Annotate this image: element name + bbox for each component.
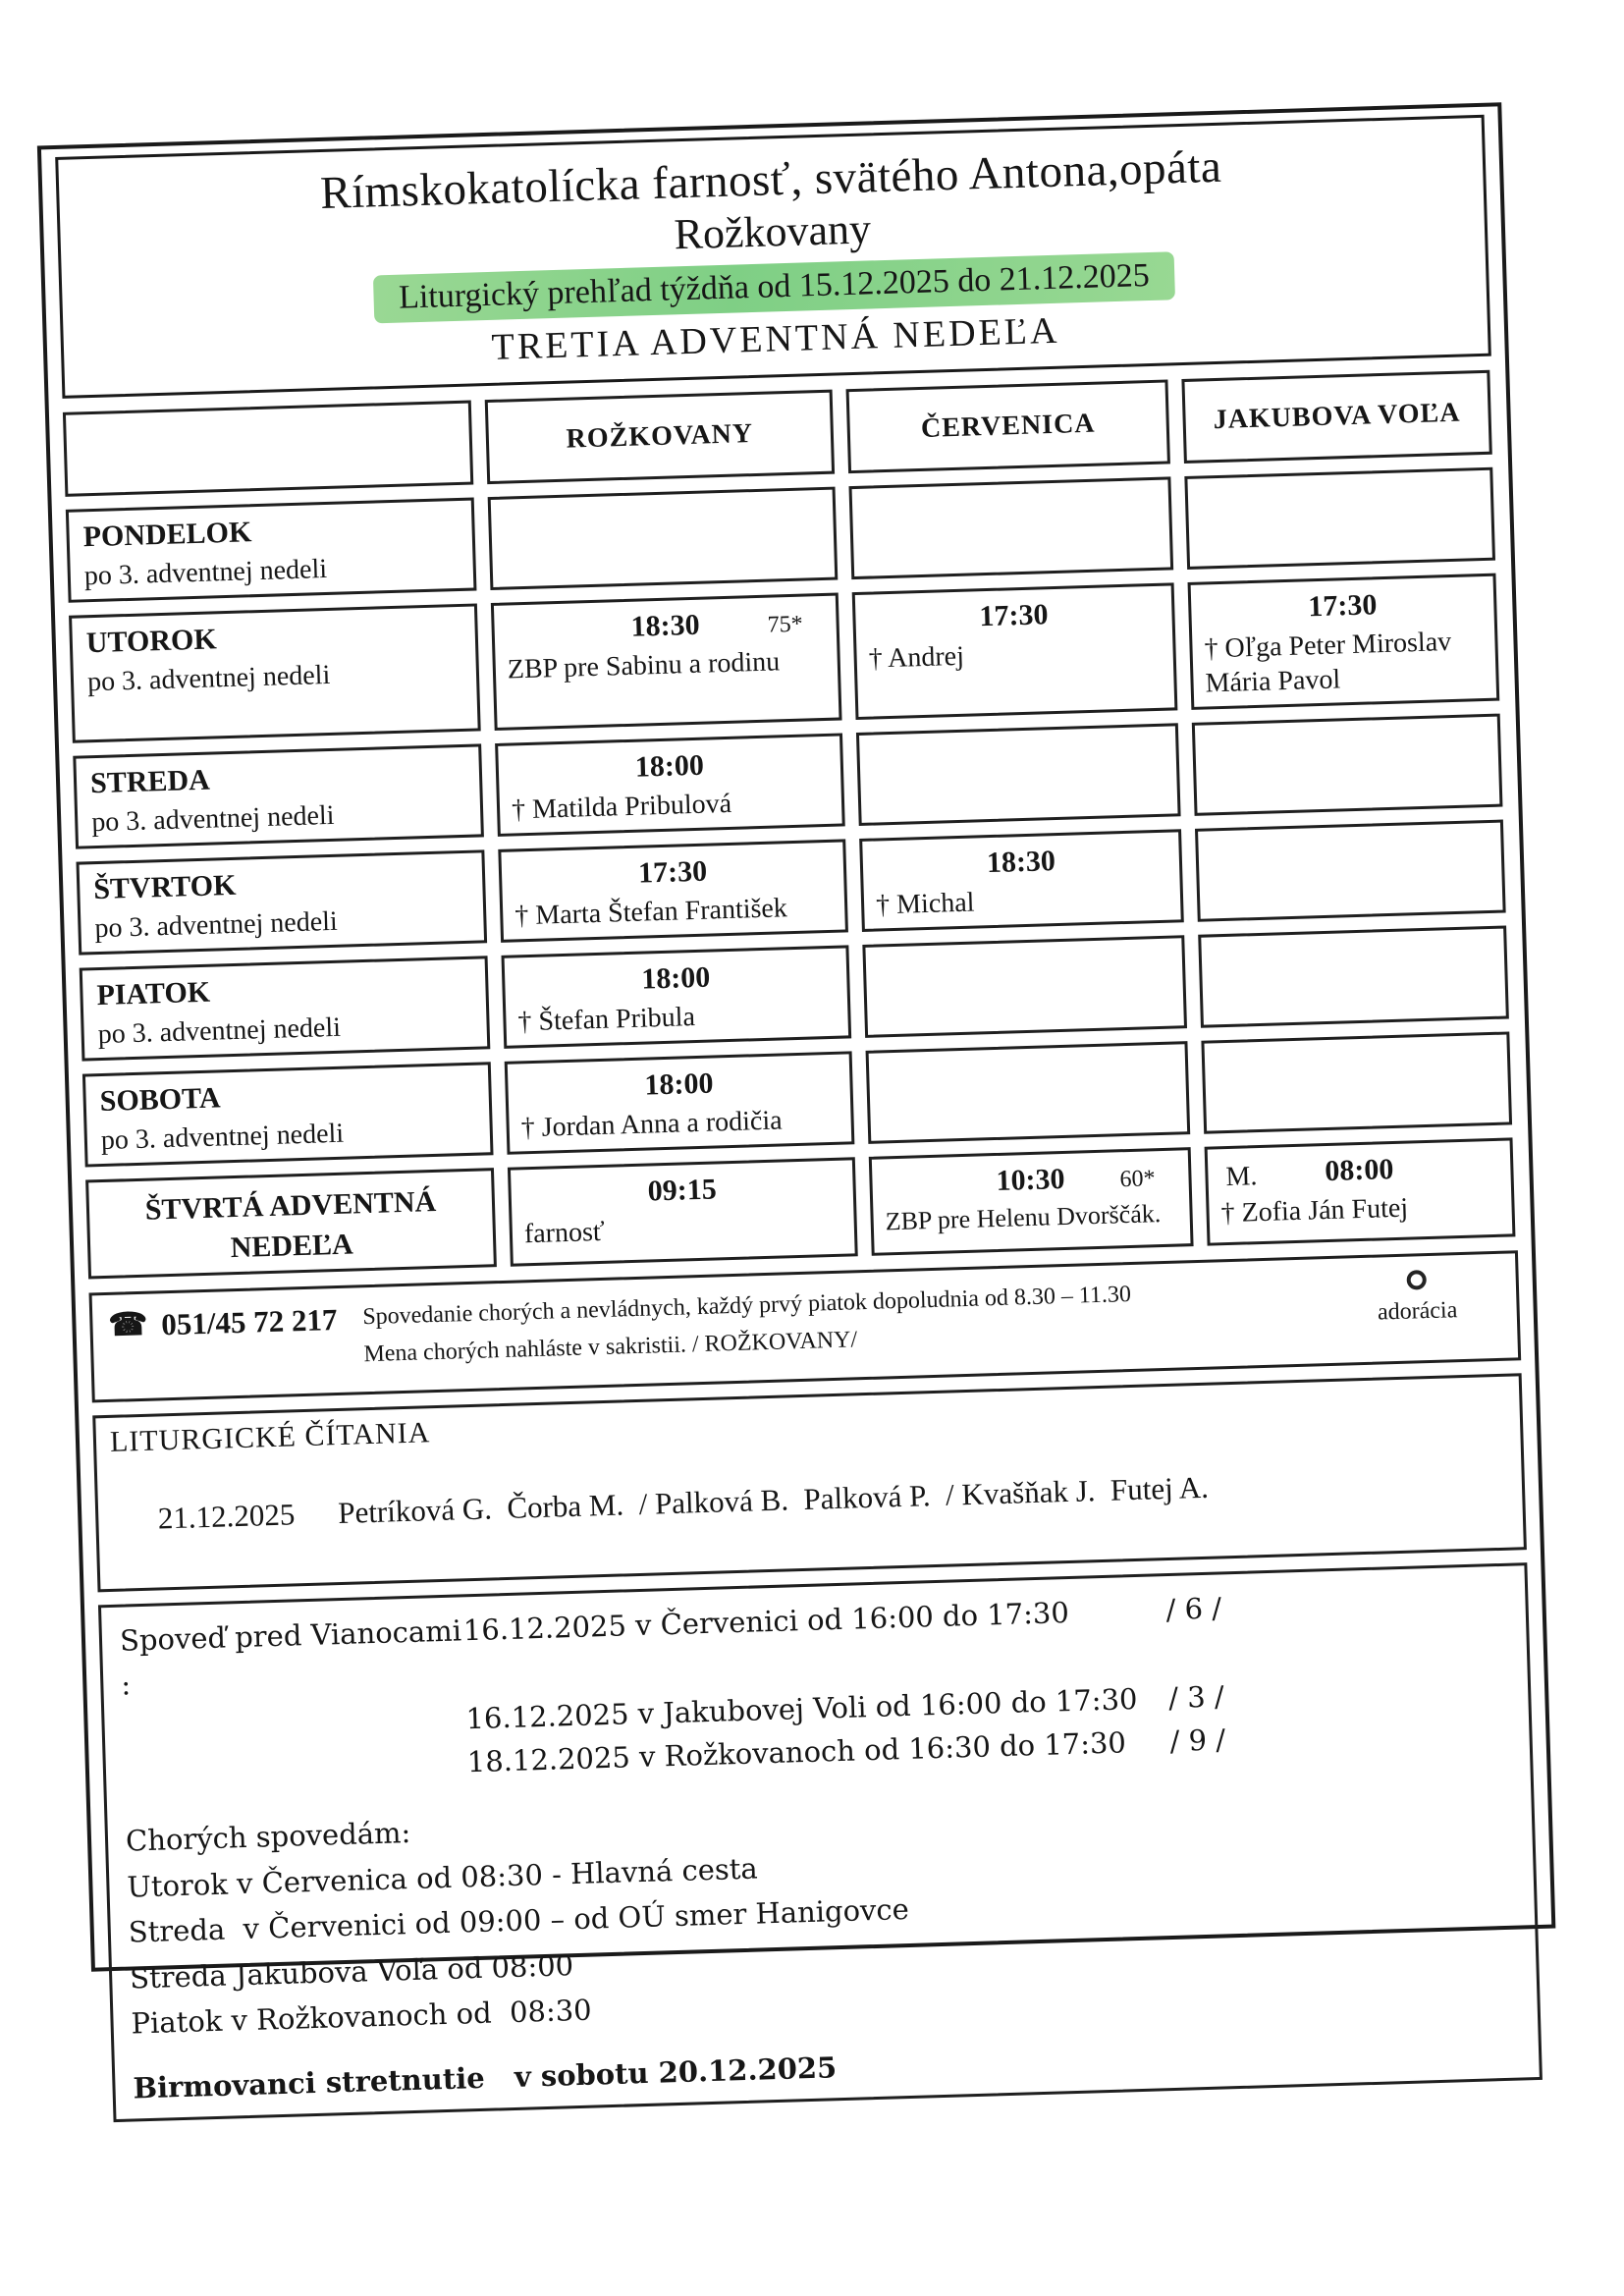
confirmation-meeting-note: Birmovanci stretnutie v sobotu 20.12.2025 (133, 2050, 838, 2105)
corner-cell (63, 401, 473, 497)
mass-cell (862, 935, 1187, 1038)
day-subtitle: po 3. adventnej nedeli (97, 1011, 342, 1050)
confession-count: / 6 / (1165, 1591, 1222, 1626)
day-name: PIATOK (96, 975, 211, 1011)
confession-schedule: 16.12.2025 v Jakubovej Voli od 16:00 do 17:30 (465, 1681, 1138, 1735)
day-name: UTOROK (85, 623, 218, 659)
mass-time: 10:30 (996, 1162, 1065, 1197)
mass-intention: † Zofia Ján Futej (1220, 1192, 1409, 1229)
mass-cell (498, 839, 848, 942)
mass-cell (508, 1157, 858, 1266)
mass-time: 17:30 (637, 854, 708, 890)
mass-schedule-table (63, 370, 1518, 1279)
mass-intention: ZBP pre Helenu Dvorščák. (885, 1198, 1162, 1236)
mass-cell (1195, 819, 1506, 921)
sick-confession-line: Streda Jakubova Voľa od 08:00 (129, 1947, 574, 1995)
adoration-ring-icon (1406, 1270, 1427, 1290)
parish-title: Rímskokatolícka farnosť, svätého Antona,opáta (319, 140, 1222, 219)
day-subtitle: po 3. adventnej nedeli (100, 1118, 345, 1156)
sick-confession-line: Piatok v Rožkovanoch od 08:30 (131, 1993, 593, 2041)
mass-intention: farnosť (523, 1216, 606, 1249)
liturgical-week-range-highlight: Liturgický prehľad týždňa od 15.12.2025 do 21.12.2025 (372, 251, 1175, 323)
day-name: STREDA (89, 763, 211, 799)
mass-time: 18:30 (986, 844, 1056, 879)
mass-cell (1205, 1137, 1516, 1245)
confession-label: Spoveď pred Vianocami : (119, 1613, 462, 1702)
parish-location: Rožkovany (673, 204, 872, 259)
mass-cell (505, 1051, 855, 1154)
mass-time: 17:30 (1307, 587, 1378, 623)
mass-time: 09:15 (647, 1173, 718, 1208)
day-cell-stvrtok (76, 849, 487, 955)
mass-cell (1188, 573, 1500, 709)
day-subtitle: po 3. adventnej nedeli (90, 799, 335, 838)
mass-cell (491, 592, 842, 730)
mass-tag: 60* (1119, 1165, 1156, 1192)
mass-time: 17:30 (978, 597, 1049, 632)
mass-time: 18:00 (643, 1066, 714, 1102)
sick-confession-line: Utorok v Červenica od 08:30 - Hlavná cesta (126, 1851, 759, 1904)
day-name: ŠTVRTOK (92, 868, 237, 905)
day-cell-streda (73, 743, 484, 848)
notes-box (98, 1562, 1543, 2123)
mass-cell (1192, 713, 1503, 815)
document-header (55, 115, 1491, 399)
adoration-block (1332, 1268, 1501, 1328)
day-cell-sobota (82, 1062, 494, 1167)
mass-cell (856, 723, 1181, 826)
mass-time: 18:00 (640, 960, 711, 996)
mass-intention: ZBP pre Sabinu a rodinu (507, 645, 781, 685)
day-subtitle: po 3. adventnej nedeli (83, 554, 328, 592)
confession-count: / 3 / (1167, 1678, 1225, 1715)
phone-icon: ☎ (107, 1305, 148, 1342)
day-subtitle: po 3. adventnej nedeli (86, 659, 331, 697)
mass-intention: † Oľga Peter Miroslav Mária Pavol (1204, 626, 1452, 699)
sick-confession-heading: Chorých spovedám: (125, 1816, 411, 1859)
mass-cell (495, 733, 845, 836)
day-subtitle: NEDEĽA (230, 1228, 354, 1264)
mass-cell (501, 945, 851, 1048)
confession-schedule: 18.12.2025 v Rožkovanoch od 16:30 do 17:30 (466, 1725, 1127, 1779)
day-cell-piatok (80, 956, 491, 1061)
mass-cell (488, 487, 839, 590)
day-name: SOBOTA (99, 1081, 221, 1118)
mass-tag: 75* (767, 611, 804, 638)
scanned-parish-schedule (37, 102, 1556, 2105)
mass-cell (848, 477, 1173, 579)
mass-cell (869, 1147, 1194, 1256)
phone-notes (337, 1273, 1335, 1372)
sick-confession-block (125, 1777, 1519, 2047)
mass-intention: † Štefan Pribula (517, 1001, 696, 1038)
mass-intention: † Michal (875, 887, 975, 921)
mass-time: 18:30 (630, 608, 701, 643)
confession-count: / 9 / (1169, 1722, 1226, 1759)
sick-confession-line: Streda v Červenici od 09:00 – od OÚ smer Hanigovce (128, 1892, 910, 1949)
mass-prefix: M. (1225, 1160, 1258, 1192)
day-cell-pondelok (66, 498, 477, 603)
day-name: ŠTVRTÁ ADVENTNÁ (144, 1184, 437, 1227)
readings-heading: LITURGICKÉ ČÍTANIA (109, 1415, 431, 1458)
day-cell-stvrta-adventna-nedela (85, 1168, 497, 1279)
readings-names: Petríková G. Čorba M. / Palková B. Palková P. / Kvašňak J. Futej A. (337, 1469, 1210, 1530)
mass-time: 18:00 (634, 748, 705, 784)
phone-number-block (108, 1302, 338, 1344)
phone-number: 051/45 72 217 (160, 1301, 338, 1341)
mass-cell (1201, 1031, 1512, 1133)
column-header-jakubova-vola: JAKUBOVA VOĽA (1181, 370, 1491, 464)
mass-cell (866, 1041, 1191, 1144)
day-name: PONDELOK (82, 516, 252, 554)
day-cell-utorok (69, 603, 481, 742)
mass-cell (859, 829, 1184, 932)
sacristy-note-line: Mena chorých nahláste v sakristii. / ROŽKOVANY/ (363, 1327, 858, 1368)
mass-intention: † Jordan Anna a rodičia (520, 1105, 783, 1144)
mass-intention: † Marta Štefan František (514, 892, 788, 932)
confession-info-line: Spovedanie chorých a nevládnych, každý prvý piatok dopoludnia od 8.30 – 11.30 (361, 1281, 1132, 1330)
mass-intention: † Matilda Pribulová (511, 788, 732, 826)
mass-intention: † Andrej (868, 640, 965, 675)
column-header-rozkovany: ROŽKOVANY (485, 390, 835, 484)
adoration-label: adorácia (1377, 1296, 1458, 1326)
confession-schedule: 16.12.2025 v Červenici od 16:00 do 17:30 (462, 1595, 1070, 1647)
mass-time: 08:00 (1324, 1152, 1394, 1187)
mass-cell (852, 582, 1178, 720)
mass-cell (1198, 925, 1509, 1027)
mass-cell (1184, 467, 1495, 570)
readings-box (92, 1373, 1527, 1592)
sunday-title: TRETIA ADVENTNÁ NEDEĽA (491, 309, 1060, 368)
day-subtitle: po 3. adventnej nedeli (94, 905, 339, 944)
readings-date: 21.12.2025 (157, 1497, 296, 1536)
column-header-cervenica: ČERVENICA (846, 380, 1170, 474)
confession-indent (123, 1741, 467, 1795)
